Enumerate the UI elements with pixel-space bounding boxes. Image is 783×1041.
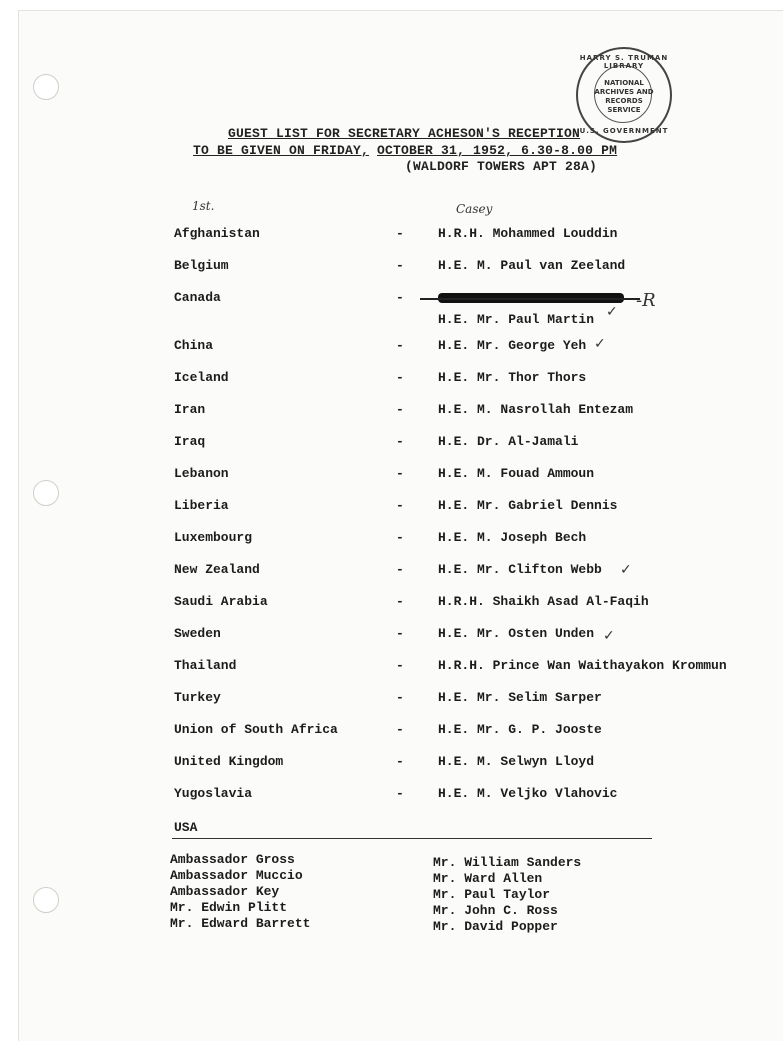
country-name: Liberia (174, 498, 229, 513)
separator-dash: - (396, 498, 404, 513)
country-name: Sweden (174, 626, 221, 641)
country-name: Yugoslavia (174, 786, 253, 801)
country-name: Union of South Africa (174, 722, 338, 737)
country-name: Canada (174, 290, 221, 305)
country-name: Iran (174, 402, 206, 417)
envoy-name: H.E. Mr. Paul Martin (438, 312, 595, 327)
envoy-name: H.E. M. Veljko Vlahovic (438, 786, 618, 801)
guest-row (0, 226, 783, 248)
guest-row (0, 258, 783, 280)
title-line-2: TO BE GIVEN ON FRIDAY, OCTOBER 31, 1952, 6.30-8.00 PM (193, 143, 618, 158)
guest-row (0, 690, 783, 712)
separator-dash: - (396, 754, 404, 769)
usa-section-label: USA (174, 820, 198, 835)
separator-dash: - (396, 562, 404, 577)
country-name: Thailand (174, 658, 237, 673)
country-name: United Kingdom (174, 754, 284, 769)
separator-dash: - (396, 466, 404, 481)
separator-dash: - (396, 786, 404, 801)
envoy-name: H.E. M. Paul van Zeeland (438, 258, 626, 273)
guest-row (0, 402, 783, 424)
usa-guest-name: Mr. Ward Allen (433, 871, 543, 886)
title-line-3: (WALDORF TOWERS APT 28A) (405, 159, 598, 174)
country-name: Saudi Arabia (174, 594, 268, 609)
punch-hole-bottom (33, 887, 59, 913)
envoy-name: H.E. Mr. Clifton Webb (438, 562, 602, 577)
guest-row (0, 754, 783, 776)
envoy-name: H.E. Mr. Osten Unden (438, 626, 595, 641)
handwritten-note-right: Casey (456, 202, 493, 216)
check-mark-icon: ✓ (594, 336, 606, 352)
check-mark-icon: ✓ (606, 304, 618, 320)
envoy-name: H.E. M. Fouad Ammoun (438, 466, 595, 481)
usa-guest-name: Mr. Edwin Plitt (170, 900, 288, 915)
envoy-name: H.E. M. Nasrollah Entezam (438, 402, 634, 417)
separator-dash: - (396, 434, 404, 449)
check-mark-icon: ✓ (620, 562, 632, 578)
usa-guest-name: Mr. David Popper (433, 919, 558, 934)
guest-row (0, 722, 783, 744)
separator-dash: - (396, 226, 404, 241)
guest-row (0, 466, 783, 488)
country-name: Iraq (174, 434, 206, 449)
document-page (18, 10, 783, 1041)
separator-dash: - (396, 530, 404, 545)
guest-row (0, 786, 783, 808)
usa-guest-name: Mr. Edward Barrett (170, 916, 311, 931)
guest-row (0, 658, 783, 680)
usa-list-right (433, 855, 581, 935)
guest-row (0, 290, 783, 327)
guest-row (0, 370, 783, 392)
guest-row (0, 498, 783, 520)
country-name: Belgium (174, 258, 229, 273)
usa-guest-name: Mr. John C. Ross (433, 903, 558, 918)
country-name: Lebanon (174, 466, 229, 481)
country-name: New Zealand (174, 562, 260, 577)
envoy-name: H.E. Mr. G. P. Jooste (438, 722, 602, 737)
envoy-name: H.E. Mr. Gabriel Dennis (438, 498, 618, 513)
guest-row (0, 594, 783, 616)
guest-row (0, 626, 783, 648)
envoy-name: H.R.H. Mohammed Louddin (438, 226, 618, 241)
envoy-name: H.E. Mr. George Yeh (438, 338, 587, 353)
envoy-name: H.E. M. Joseph Bech (438, 530, 587, 545)
separator-dash: - (396, 722, 404, 737)
separator-dash: - (396, 258, 404, 273)
separator-dash: - (396, 402, 404, 417)
separator-dash: - (396, 690, 404, 705)
country-name: China (174, 338, 214, 353)
punch-hole-top (33, 74, 59, 100)
envoy-name: H.E. Mr. Selim Sarper (438, 690, 602, 705)
envoy-name: H.E. M. Selwyn Lloyd (438, 754, 595, 769)
check-mark-icon: ✓ (603, 628, 615, 644)
separator-dash: - (396, 658, 404, 673)
envoy-name: H.E. Mr. Thor Thors (438, 370, 587, 385)
handwritten-mark-r: -R (636, 290, 656, 311)
separator-dash: - (396, 290, 404, 305)
usa-list-left (170, 852, 310, 932)
usa-guest-name: Ambassador Muccio (170, 868, 303, 883)
envoy-name: H.E. Dr. Al-Jamali (438, 434, 579, 449)
usa-guest-name: Mr. Paul Taylor (433, 887, 551, 902)
country-name: Luxembourg (174, 530, 253, 545)
handwritten-note-left: 1st. (192, 199, 215, 213)
envoy-name: H.R.H. Shaikh Asad Al-Faqih (438, 594, 649, 609)
separator-dash: - (396, 626, 404, 641)
usa-divider (172, 838, 652, 839)
archive-stamp: HARRY S. TRUMAN LIBRARY NATIONAL ARCHIVES AND RECORDS SERVICE U.S. GOVERNMENT (576, 47, 672, 143)
separator-dash: - (396, 370, 404, 385)
envoy-name: H.R.H. Prince Wan Waithayakon Krommun (438, 658, 727, 673)
country-name: Iceland (174, 370, 229, 385)
title-line-1: GUEST LIST FOR SECRETARY ACHESON'S RECEPTION (228, 126, 581, 141)
usa-guest-name: Ambassador Key (170, 884, 280, 899)
guest-row (0, 530, 783, 552)
guest-row (0, 434, 783, 456)
usa-guest-name: Ambassador Gross (170, 852, 295, 867)
country-name: Afghanistan (174, 226, 260, 241)
separator-dash: - (396, 338, 404, 353)
usa-guest-name: Mr. William Sanders (433, 855, 582, 870)
strike-through-line (420, 298, 640, 300)
country-name: Turkey (174, 690, 221, 705)
guest-row (0, 562, 783, 584)
guest-row (0, 338, 783, 360)
separator-dash: - (396, 594, 404, 609)
